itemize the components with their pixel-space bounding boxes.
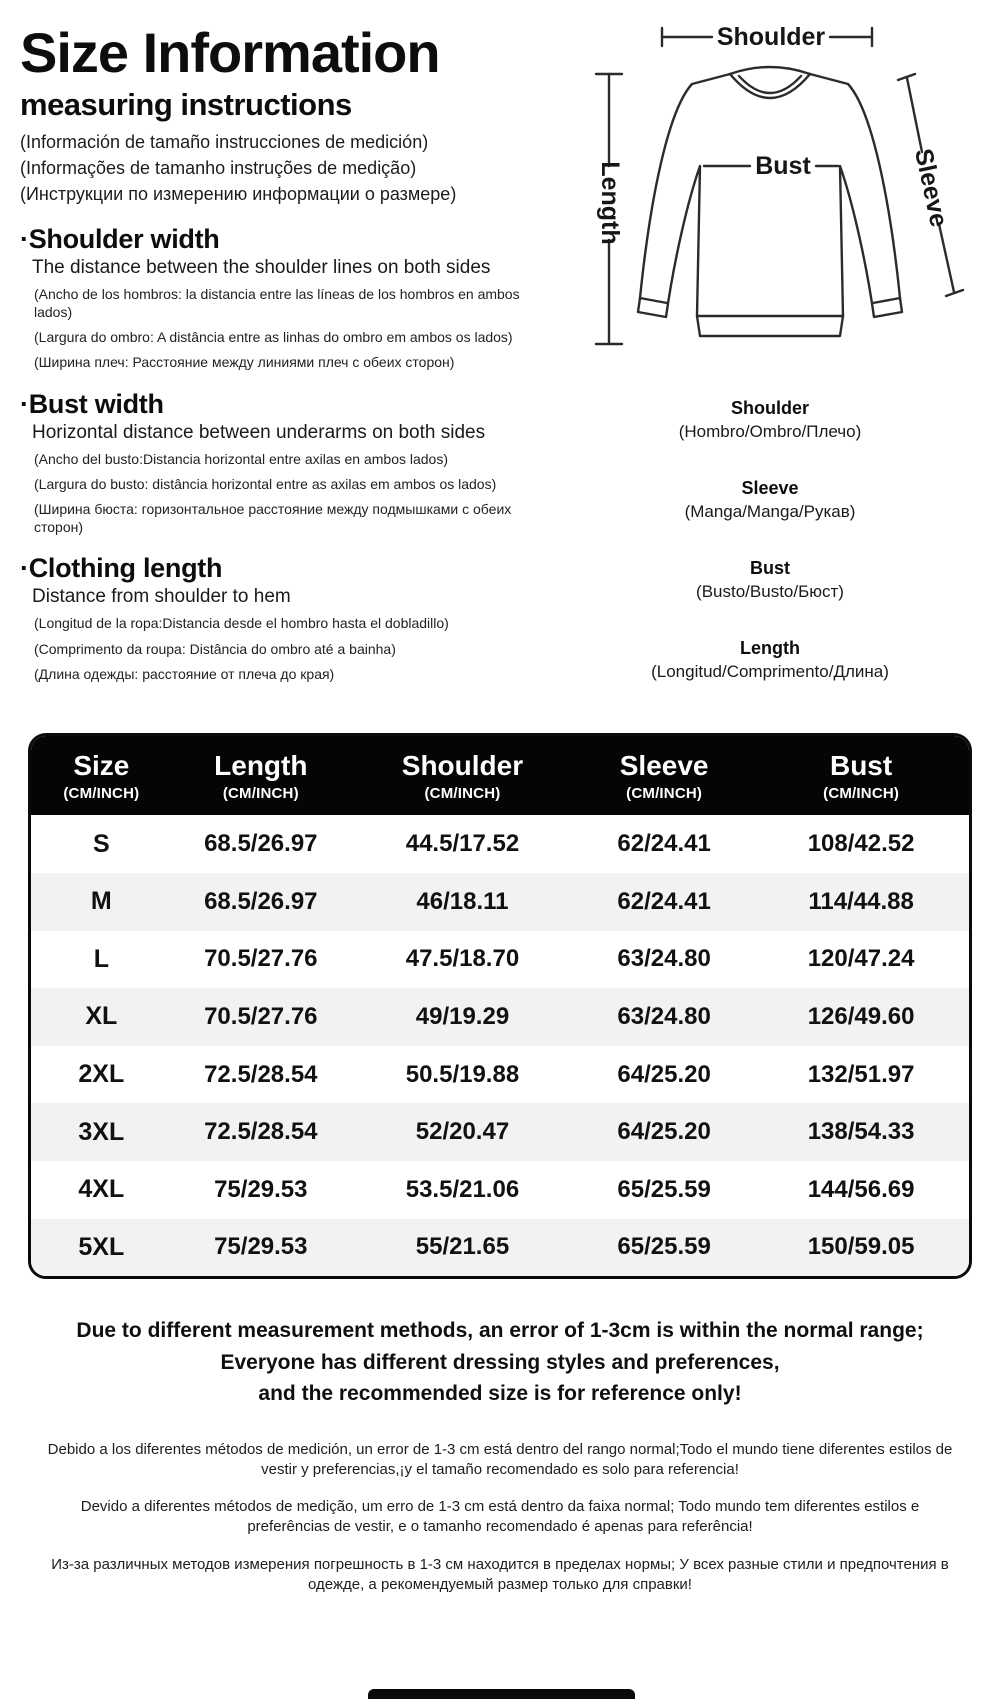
cell-bust: 138/54.33 — [807, 1118, 915, 1146]
legend-shoulder-term: Shoulder — [730, 398, 809, 418]
cell-sleeve: 63/24.80 — [617, 945, 711, 973]
legend-length-translation: (Longitud/Comprimento/Длина) — [651, 662, 889, 681]
bust-width-description: Horizontal distance between underarms on both sides — [32, 421, 486, 443]
shoulder-width-heading: ·Shoulder width — [20, 223, 220, 254]
cell-length: 75/29.53 — [214, 1233, 308, 1261]
cell-sleeve: 62/24.41 — [617, 830, 711, 858]
sweater-cuff-seam-right — [873, 298, 900, 303]
legend-sleeve-translation: (Manga/Manga/Рукав) — [684, 502, 856, 521]
cell-size: 5XL — [78, 1232, 125, 1261]
cell-bust: 150/59.05 — [807, 1233, 915, 1261]
cell-size: XL — [85, 1002, 118, 1031]
clothing-length-description: Distance from shoulder to hem — [32, 586, 291, 608]
disclaimer-line-2: Everyone has different dressing styles and preferences, — [220, 1350, 780, 1374]
size-table-header — [31, 736, 969, 815]
cell-bust: 132/51.97 — [807, 1060, 915, 1088]
legend-shoulder-translation: (Hombro/Ombro/Плечо) — [678, 422, 862, 441]
size-table-header-length: Length (CM/INCH) — [214, 750, 308, 803]
legend-length-term: Length — [740, 638, 800, 658]
size-table-header-sleeve: Sleeve (CM/INCH) — [619, 750, 709, 803]
diagram-sleeve-label: Sleeve — [909, 146, 953, 230]
diagram-column — [545, 14, 995, 718]
cell-bust: 126/49.60 — [807, 1002, 915, 1030]
subtitle-translation-es: (Información de tamaño instrucciones de medición) — [20, 132, 429, 153]
diagram-bust-label: Bust — [755, 152, 811, 180]
table-row — [31, 815, 969, 873]
table-row — [31, 988, 969, 1046]
legend-bust-translation: (Busto/Busto/Бюст) — [696, 582, 844, 601]
page-title: Size Information — [20, 21, 440, 84]
shoulder-width-translation-ru: (Ширина плеч: Расстояние между линиями плеч с обеих сторон) — [34, 354, 455, 371]
table-row — [31, 1103, 969, 1161]
cell-length: 72.5/28.54 — [204, 1118, 318, 1146]
cell-bust: 114/44.88 — [808, 887, 914, 915]
disclaimer-line-1: Due to different measurement methods, an error of 1-3cm is within the normal range; — [76, 1319, 924, 1343]
table-row — [31, 873, 969, 931]
sleeve-measure-line-top — [907, 78, 922, 152]
legend-sleeve-term: Sleeve — [741, 478, 799, 498]
cell-length: 70.5/27.76 — [204, 945, 318, 973]
page-subtitle: measuring instructions — [20, 87, 352, 123]
shoulder-width-description: The distance between the shoulder lines on both sides — [32, 256, 491, 278]
cell-shoulder: 52/20.47 — [415, 1118, 510, 1146]
diagram-length-label: Length — [596, 161, 624, 245]
legend-sleeve — [545, 478, 995, 522]
cell-sleeve: 62/24.41 — [617, 887, 711, 915]
measuring-instructions-section — [0, 0, 1000, 733]
cell-shoulder: 47.5/18.70 — [405, 945, 520, 973]
cell-length: 75/29.53 — [214, 1175, 308, 1203]
cell-length: 68.5/26.97 — [204, 830, 318, 858]
cell-sleeve: 65/25.59 — [617, 1233, 711, 1261]
bust-width-section — [20, 389, 555, 537]
size-table — [28, 733, 972, 1279]
disclaimer-pt: Devido a diferentes métodos de medição, um erro de 1-3 cm está dentro da faixa normal; Todo mundo tem diferentes estilos e preferências de vestir, e o tamanho recomendado é apenas para referência! — [80, 1498, 920, 1536]
table-row — [31, 1219, 969, 1277]
disclaimer-es: Debido a los diferentes métodos de medición, un error de 1-3 cm está dentro del rango normal;Todo el mundo tiene diferentes estilos de vestir y preferencias,¡y el tamaño recomendado es solo para referencia! — [47, 1440, 953, 1478]
clothing-length-translation-pt: (Comprimento da roupa: Distância do ombro até a bainha) — [34, 640, 396, 657]
cell-bust: 108/42.52 — [807, 830, 915, 858]
shoulder-width-translation-es: (Ancho de los hombros: la distancia entre las líneas de los hombros en ambos lados) — [34, 285, 520, 321]
cell-size: S — [93, 829, 110, 858]
bust-width-translation-es: (Ancho del busto:Distancia horizontal entre axilas en ambos lados) — [34, 450, 449, 467]
cell-sleeve: 64/25.20 — [617, 1060, 711, 1088]
legend-length — [545, 638, 995, 682]
disclaimer-translations — [0, 1440, 1000, 1596]
shoulder-width-section — [20, 224, 555, 372]
clothing-length-translation-ru: (Длина одежды: расстояние от плеча до края) — [34, 665, 335, 682]
measurement-disclaimer — [0, 1315, 1000, 1595]
sleeve-measure-line-bottom — [939, 224, 954, 292]
instructions-column — [20, 21, 555, 690]
table-row — [31, 1046, 969, 1104]
cell-shoulder: 49/19.29 — [415, 1002, 510, 1030]
legend-shoulder — [545, 398, 995, 442]
cell-size: M — [90, 887, 112, 916]
size-table-header-bust: Bust (CM/INCH) — [823, 750, 900, 803]
subtitle-translation-ru: (Инструкции по измерению информации о размере) — [20, 183, 457, 204]
diagram-shoulder-label: Shoulder — [716, 23, 826, 51]
bust-width-translation-pt: (Largura do busto: distância horizontal entre as axilas em ambos os lados) — [34, 475, 497, 492]
cell-shoulder: 50.5/19.88 — [405, 1060, 520, 1088]
shoulder-width-translation-pt: (Largura do ombro: A distância entre as linhas do ombro em ambos os lados) — [34, 329, 513, 346]
clothing-length-heading: ·Clothing length — [20, 553, 223, 584]
sweater-outline — [638, 74, 902, 336]
cell-bust: 120/47.24 — [807, 945, 915, 973]
next-section-partial-bar — [368, 1689, 635, 1699]
cell-shoulder: 46/18.11 — [416, 887, 509, 915]
cell-bust: 144/56.69 — [807, 1175, 915, 1203]
cell-size: 2XL — [78, 1060, 125, 1089]
cell-sleeve: 65/25.59 — [617, 1175, 711, 1203]
cell-sleeve: 64/25.20 — [617, 1118, 711, 1146]
subtitle-translation-pt: (Informações de tamanho instruções de medição) — [20, 158, 417, 179]
cell-length: 72.5/28.54 — [204, 1060, 318, 1088]
cell-length: 68.5/26.97 — [204, 887, 318, 915]
measurement-legend — [545, 398, 995, 682]
bust-width-heading: ·Bust width — [20, 388, 164, 419]
garment-measurement-diagram — [550, 14, 990, 386]
cell-shoulder: 55/21.65 — [415, 1233, 510, 1261]
size-table-header-shoulder: Shoulder (CM/INCH) — [401, 750, 524, 803]
table-row — [31, 931, 969, 989]
size-table-header-size: Size (CM/INCH) — [63, 750, 140, 803]
cell-shoulder: 53.5/21.06 — [405, 1175, 520, 1203]
cell-sleeve: 63/24.80 — [617, 1002, 711, 1030]
legend-bust-term: Bust — [750, 558, 790, 578]
clothing-length-translation-es: (Longitud de la ropa:Distancia desde el hombro hasta el dobladillo) — [34, 615, 449, 632]
clothing-length-section — [20, 553, 555, 683]
cell-shoulder: 44.5/17.52 — [405, 830, 520, 858]
cell-size: 4XL — [78, 1175, 125, 1204]
bust-width-translation-ru: (Ширина бюста: горизонтальное расстояние между подмышками с обеих сторон) — [34, 501, 512, 536]
disclaimer-line-3: and the recommended size is for reference only! — [258, 1382, 742, 1406]
disclaimer-ru: Из-за различных методов измерения погрешность в 1-3 см находится в пределах нормы; У всех разные стили и предпочтения в одежде, а рекомендуемый размер только для справки! — [51, 1555, 949, 1593]
cell-size: L — [93, 944, 109, 973]
sweater-cuff-seam-left — [640, 298, 667, 303]
cell-size: 3XL — [78, 1117, 125, 1146]
sweater-neck-opening — [730, 67, 810, 74]
legend-bust — [545, 558, 995, 602]
cell-length: 70.5/27.76 — [204, 1002, 318, 1030]
table-row — [31, 1161, 969, 1219]
